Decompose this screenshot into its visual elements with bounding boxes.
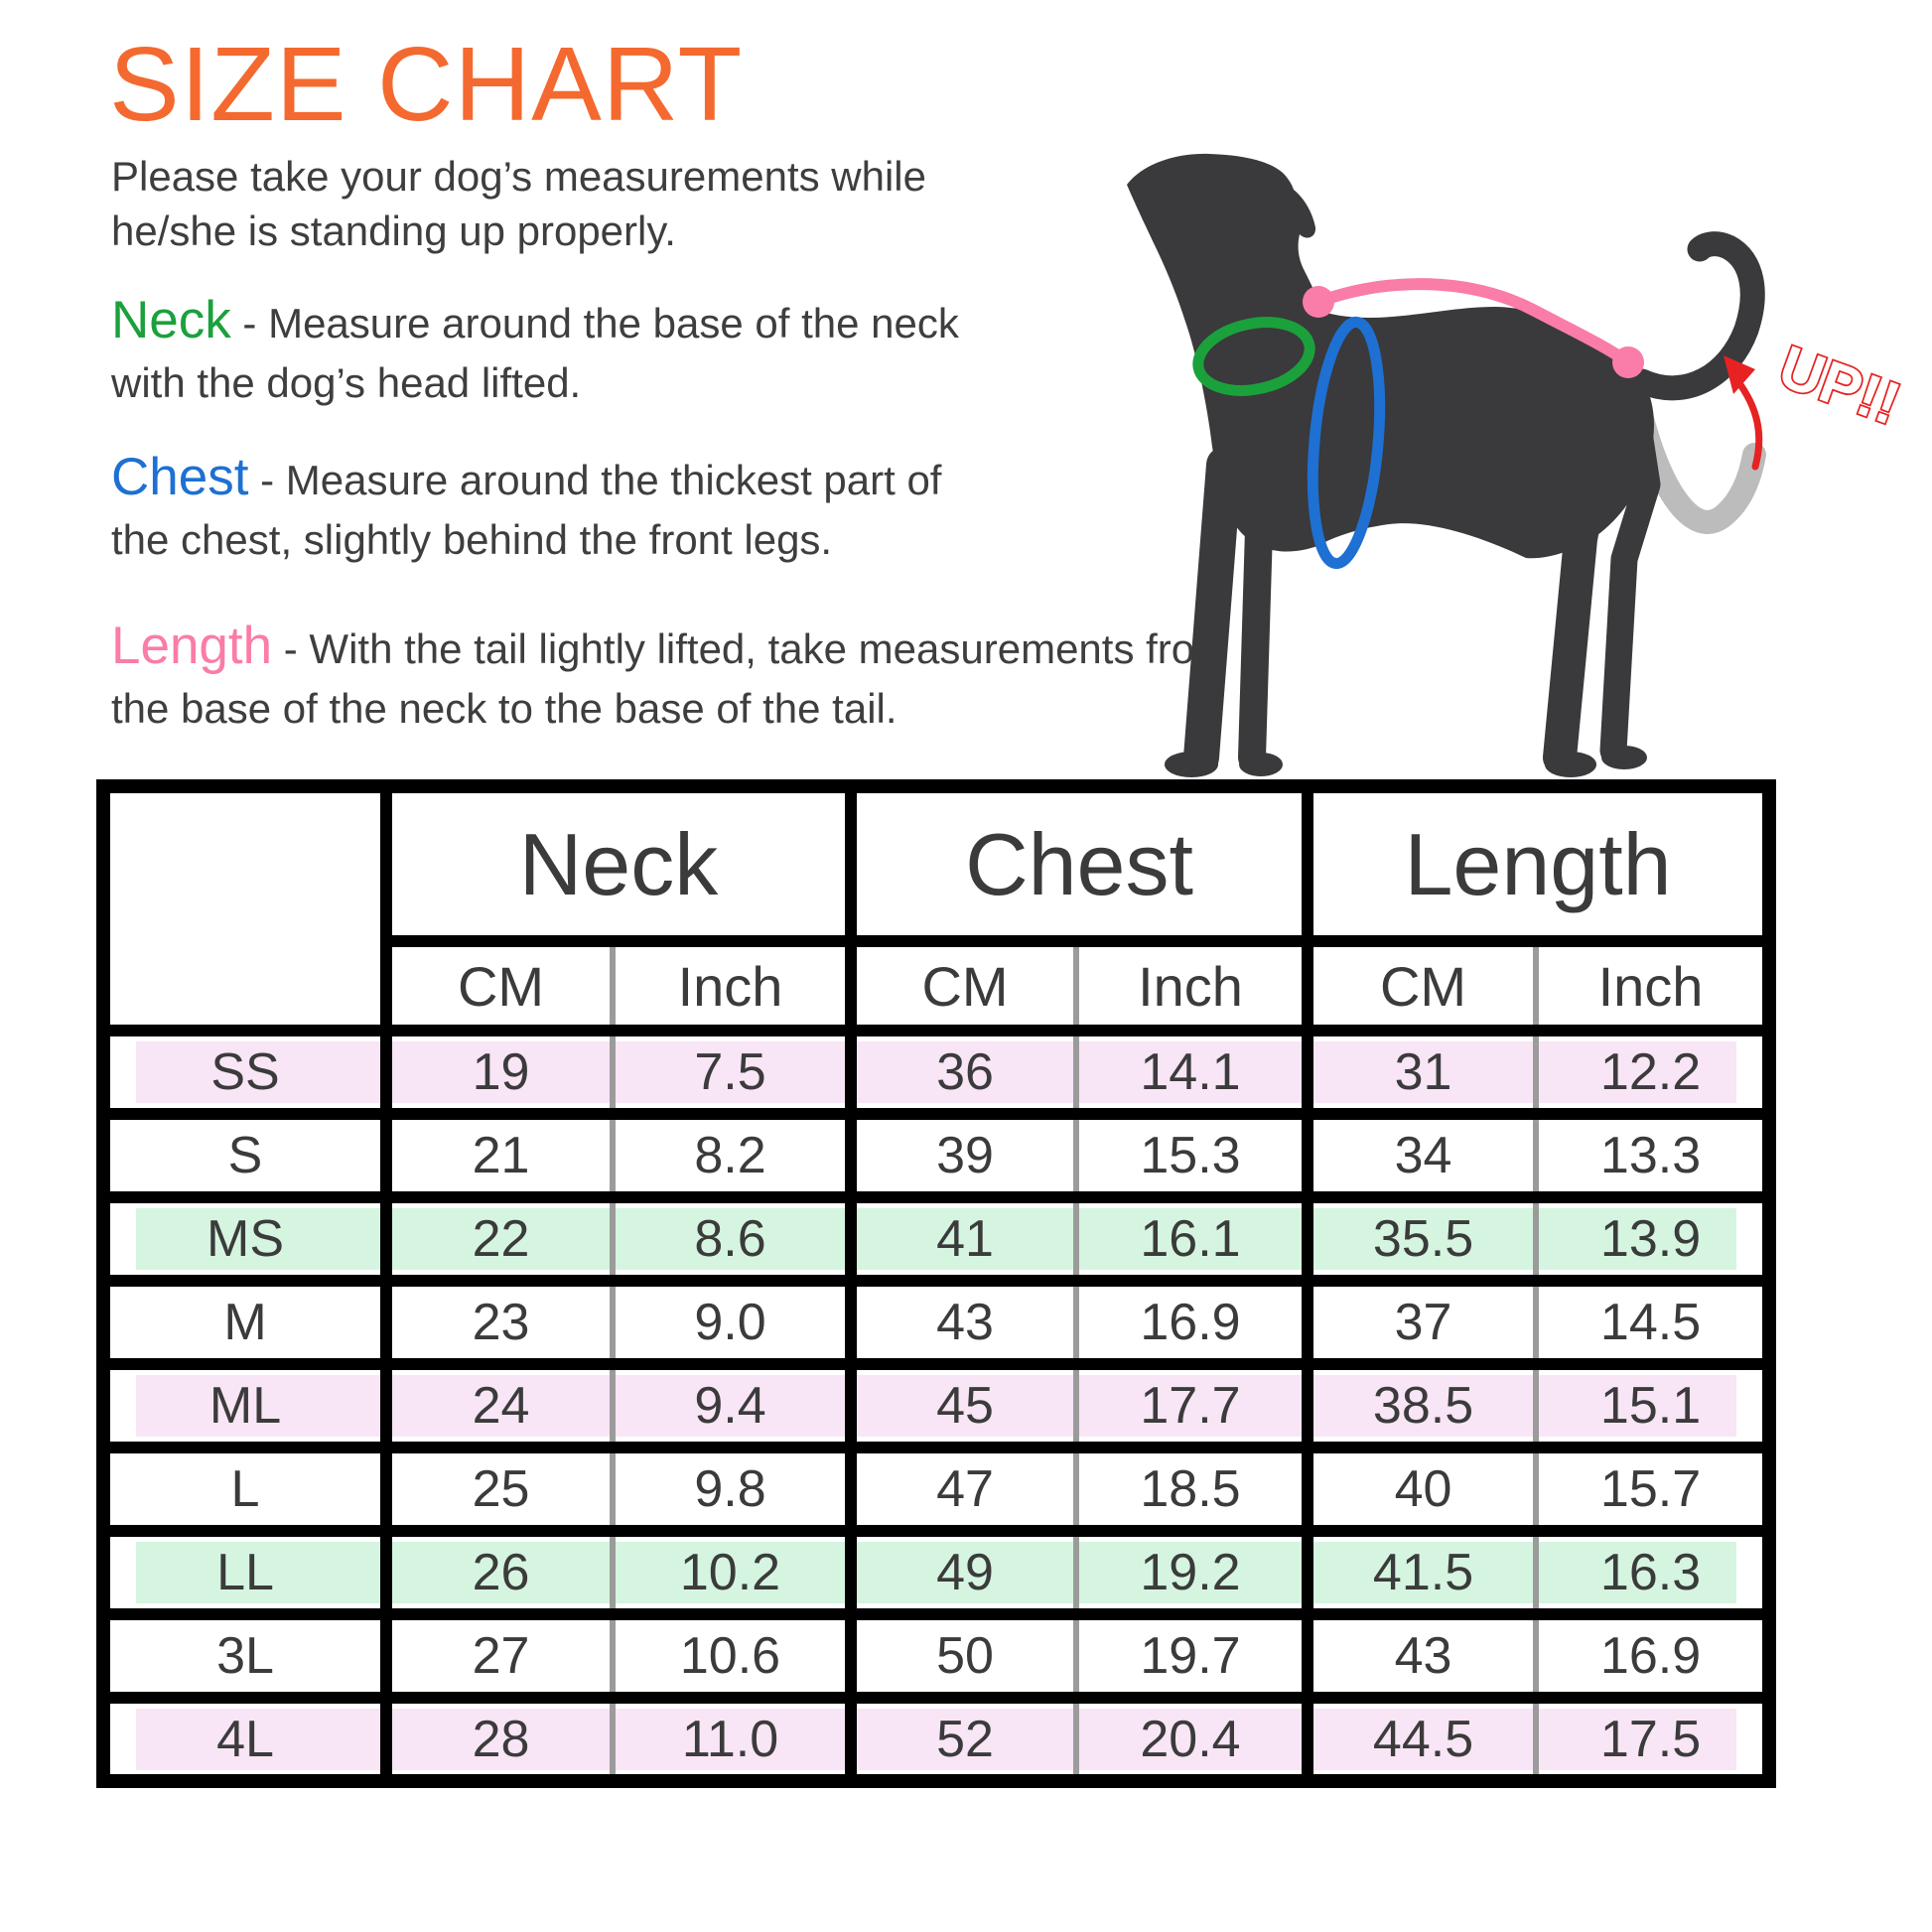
measurement-cell: 47 — [851, 1448, 1076, 1531]
measurement-cell: 39 — [851, 1114, 1076, 1197]
measurement-cell: 13.9 — [1536, 1197, 1769, 1281]
measurement-cell: 16.9 — [1076, 1281, 1308, 1364]
page-title: SIZE CHART — [109, 26, 744, 143]
chest-term-label: Chest — [111, 448, 249, 506]
measurement-cell: 25 — [386, 1448, 613, 1531]
measurement-cell: 24 — [386, 1364, 613, 1448]
front-near-paw — [1165, 752, 1218, 777]
neck-inch-header: Inch — [613, 941, 851, 1031]
table-row — [103, 1531, 1769, 1614]
measurement-cell: 41.5 — [1308, 1531, 1536, 1614]
measurement-cell: 45 — [851, 1364, 1076, 1448]
measurement-cell: 9.4 — [613, 1364, 851, 1448]
corner-cell — [103, 786, 386, 1031]
measurement-cell: 16.1 — [1076, 1197, 1308, 1281]
measurement-cell: 17.5 — [1536, 1698, 1769, 1781]
measurement-cell: 14.1 — [1076, 1031, 1308, 1114]
measurement-cell: 21 — [386, 1114, 613, 1197]
chest-cm-header: CM — [851, 941, 1076, 1031]
measurement-cell: 20.4 — [1076, 1698, 1308, 1781]
chest-definition-text: - Measure around the thickest part of the chest, slightly behind the front legs. — [111, 457, 942, 563]
table-row — [103, 1031, 1769, 1114]
measurement-cell: 36 — [851, 1031, 1076, 1114]
measurement-cell: 8.6 — [613, 1197, 851, 1281]
measurement-cell: 9.0 — [613, 1281, 851, 1364]
measurement-cell: 26 — [386, 1531, 613, 1614]
measurement-cell: 44.5 — [1308, 1698, 1536, 1781]
measurement-cell: 31 — [1308, 1031, 1536, 1114]
measurement-cell: 40 — [1308, 1448, 1536, 1531]
measurement-cell: 23 — [386, 1281, 613, 1364]
group-header-row — [103, 786, 1769, 941]
measurement-cell: 11.0 — [613, 1698, 851, 1781]
length-cm-header: CM — [1308, 941, 1536, 1031]
measurement-cell: 35.5 — [1308, 1197, 1536, 1281]
length-definition-text: - With the tail lightly lifted, take measurements from the base of the neck to the base of the tail. — [111, 625, 1230, 732]
size-cell: SS — [103, 1031, 386, 1114]
measurement-cell: 10.2 — [613, 1531, 851, 1614]
size-cell: L — [103, 1448, 386, 1531]
up-label: UP!! — [1770, 333, 1909, 438]
size-cell: MS — [103, 1197, 386, 1281]
measurement-cell: 10.6 — [613, 1614, 851, 1698]
measurement-cell: 37 — [1308, 1281, 1536, 1364]
length-start-dot — [1303, 286, 1334, 318]
length-end-dot — [1612, 346, 1644, 378]
measurement-cell: 17.7 — [1076, 1364, 1308, 1448]
measurement-cell: 22 — [386, 1197, 613, 1281]
table-row — [103, 1614, 1769, 1698]
intro-text: Please take your dog’s measurements while he/she is standing up properly. — [111, 153, 926, 255]
table-row — [103, 1114, 1769, 1197]
measurement-cell: 18.5 — [1076, 1448, 1308, 1531]
front-far-paw — [1239, 753, 1283, 776]
size-cell: S — [103, 1114, 386, 1197]
measurement-cell: 52 — [851, 1698, 1076, 1781]
chest-inch-header: Inch — [1076, 941, 1308, 1031]
neck-definition-text: - Measure around the base of the neck with the dog’s head lifted. — [111, 300, 959, 406]
measurement-cell: 16.3 — [1536, 1531, 1769, 1614]
measurement-cell: 27 — [386, 1614, 613, 1698]
length-inch-header: Inch — [1536, 941, 1769, 1031]
front-near-leg — [1201, 465, 1224, 758]
neck-definition — [111, 286, 1025, 410]
table-row — [103, 1698, 1769, 1781]
table-row — [103, 1281, 1769, 1364]
measurement-cell: 38.5 — [1308, 1364, 1536, 1448]
measurement-cell: 15.3 — [1076, 1114, 1308, 1197]
rear-near-paw — [1545, 752, 1596, 777]
measurement-cell: 13.3 — [1536, 1114, 1769, 1197]
measurement-cell: 15.7 — [1536, 1448, 1769, 1531]
dog-measurement-illustration — [1092, 117, 1932, 812]
measurement-cell: 7.5 — [613, 1031, 851, 1114]
measurement-cell: 12.2 — [1536, 1031, 1769, 1114]
measurement-cell: 16.9 — [1536, 1614, 1769, 1698]
table-row — [103, 1448, 1769, 1531]
measurement-cell: 43 — [1308, 1614, 1536, 1698]
size-cell: 4L — [103, 1698, 386, 1781]
neck-cm-header: CM — [386, 941, 613, 1031]
neck-term-label: Neck — [111, 291, 231, 349]
measurement-cell: 41 — [851, 1197, 1076, 1281]
neck-group-header: Neck — [386, 786, 851, 941]
size-chart-table — [96, 779, 1776, 1788]
measurement-cell: 28 — [386, 1698, 613, 1781]
measurement-cell: 8.2 — [613, 1114, 851, 1197]
length-definition — [111, 612, 1263, 736]
measurement-cell: 19.2 — [1076, 1531, 1308, 1614]
table-row — [103, 1364, 1769, 1448]
size-cell: LL — [103, 1531, 386, 1614]
measurement-cell: 14.5 — [1536, 1281, 1769, 1364]
measurement-cell: 15.1 — [1536, 1364, 1769, 1448]
table-row — [103, 1197, 1769, 1281]
measurement-cell: 49 — [851, 1531, 1076, 1614]
measurement-cell: 19.7 — [1076, 1614, 1308, 1698]
chest-group-header: Chest — [851, 786, 1308, 941]
length-group-header: Length — [1308, 786, 1769, 941]
measurement-cell: 9.8 — [613, 1448, 851, 1531]
size-cell: M — [103, 1281, 386, 1364]
size-cell: ML — [103, 1364, 386, 1448]
chest-definition — [111, 443, 1005, 567]
measurement-cell: 19 — [386, 1031, 613, 1114]
size-cell: 3L — [103, 1614, 386, 1698]
measurement-cell: 50 — [851, 1614, 1076, 1698]
length-term-label: Length — [111, 617, 273, 675]
measurement-cell: 43 — [851, 1281, 1076, 1364]
measurement-cell: 34 — [1308, 1114, 1536, 1197]
rear-far-paw — [1601, 746, 1647, 769]
